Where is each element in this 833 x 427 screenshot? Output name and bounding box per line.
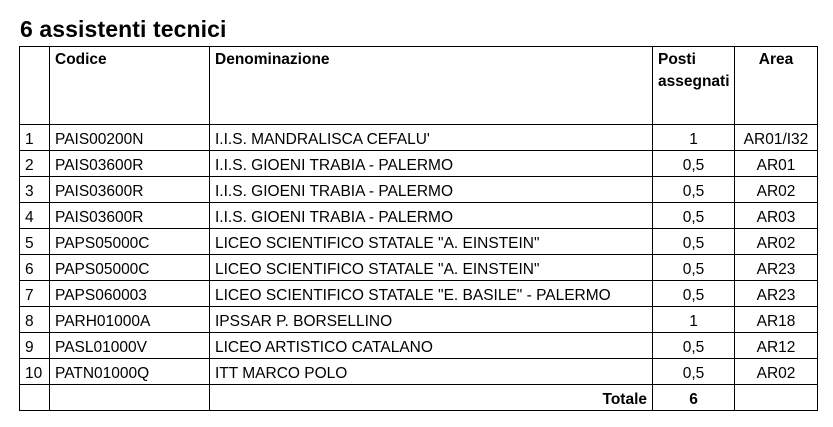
table-row [20,229,818,255]
cell-denominazione: LICEO SCIENTIFICO STATALE "A. EINSTEIN" [210,229,653,255]
cell-posti: 0,5 [653,229,735,255]
column-header-posti: Posti assegnati [653,47,735,125]
cell-area: AR02 [735,229,818,255]
cell-posti: 0,5 [653,281,735,307]
assignments-table [19,46,818,411]
cell-posti: 0,5 [653,255,735,281]
total-empty-cell [735,385,818,411]
row-number: 9 [20,333,50,359]
cell-posti: 0,5 [653,203,735,229]
row-number: 3 [20,177,50,203]
total-value: 6 [653,385,735,411]
cell-area: AR23 [735,255,818,281]
cell-area: AR01 [735,151,818,177]
total-empty-cell [20,385,50,411]
row-number: 8 [20,307,50,333]
cell-posti: 1 [653,125,735,151]
row-number: 6 [20,255,50,281]
page-title: 6 assistenti tecnici [20,16,227,42]
total-empty-cell [50,385,210,411]
table-row [20,125,818,151]
cell-codice: PAIS03600R [50,151,210,177]
cell-posti: 1 [653,307,735,333]
cell-codice: PAPS05000C [50,255,210,281]
cell-codice: PAIS00200N [50,125,210,151]
table-row [20,177,818,203]
cell-codice: PAIS03600R [50,203,210,229]
table-header-row [20,47,818,125]
cell-codice: PAIS03600R [50,177,210,203]
cell-posti: 0,5 [653,177,735,203]
cell-area: AR01/I32 [735,125,818,151]
table-row [20,359,818,385]
table-row [20,151,818,177]
row-number: 10 [20,359,50,385]
row-number: 1 [20,125,50,151]
cell-area: AR12 [735,333,818,359]
cell-denominazione: I.I.S. GIOENI TRABIA - PALERMO [210,177,653,203]
cell-denominazione: LICEO ARTISTICO CATALANO [210,333,653,359]
column-header-codice: Codice [50,47,210,125]
table-row [20,333,818,359]
cell-area: AR23 [735,281,818,307]
total-label: Totale [210,385,653,411]
cell-codice: PAPS05000C [50,229,210,255]
column-header-denominazione: Denominazione [210,47,653,125]
cell-denominazione: LICEO SCIENTIFICO STATALE "E. BASILE" - PALERMO [210,281,653,307]
column-header-area: Area [735,47,818,125]
column-header-number [20,47,50,125]
cell-area: AR03 [735,203,818,229]
table-row [20,307,818,333]
table-row [20,255,818,281]
table-row [20,203,818,229]
cell-denominazione: I.I.S. MANDRALISCA CEFALU' [210,125,653,151]
row-number: 5 [20,229,50,255]
table-row [20,281,818,307]
row-number: 7 [20,281,50,307]
cell-area: AR02 [735,359,818,385]
cell-posti: 0,5 [653,333,735,359]
cell-posti: 0,5 [653,359,735,385]
cell-codice: PAPS060003 [50,281,210,307]
cell-area: AR18 [735,307,818,333]
cell-denominazione: LICEO SCIENTIFICO STATALE "A. EINSTEIN" [210,255,653,281]
cell-denominazione: ITT MARCO POLO [210,359,653,385]
cell-codice: PASL01000V [50,333,210,359]
row-number: 2 [20,151,50,177]
cell-area: AR02 [735,177,818,203]
cell-denominazione: IPSSAR P. BORSELLINO [210,307,653,333]
cell-codice: PATN01000Q [50,359,210,385]
row-number: 4 [20,203,50,229]
cell-denominazione: I.I.S. GIOENI TRABIA - PALERMO [210,203,653,229]
cell-codice: PARH01000A [50,307,210,333]
total-row [20,385,818,411]
cell-posti: 0,5 [653,151,735,177]
cell-denominazione: I.I.S. GIOENI TRABIA - PALERMO [210,151,653,177]
